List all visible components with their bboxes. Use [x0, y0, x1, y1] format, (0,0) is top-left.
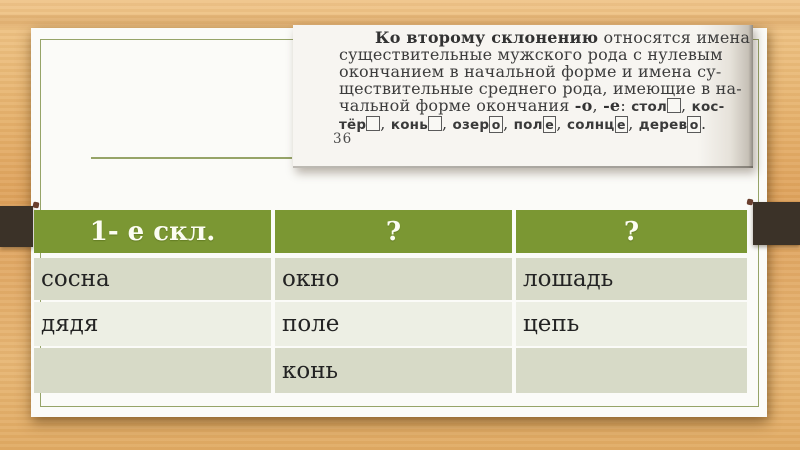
- table-cell: лошадь: [516, 258, 747, 300]
- textbook-text-segment: ,: [503, 113, 514, 133]
- textbook-text: [339, 28, 751, 133]
- table-header-row: [34, 210, 747, 253]
- textbook-text-segment: чальной форме окончания: [339, 95, 575, 115]
- table-cell: [516, 348, 747, 393]
- textbook-text-segment: ,: [628, 113, 639, 133]
- textbook-text-segment: ,: [380, 113, 391, 133]
- textbook-text-segment: солнц: [567, 116, 615, 133]
- textbook-text-segment: -о: [574, 95, 593, 115]
- zero-ending-box-icon: [667, 98, 681, 113]
- textbook-text-segment: е: [615, 116, 629, 133]
- table-cell: дядя: [34, 302, 271, 346]
- zero-ending-box-icon: [428, 116, 442, 131]
- declension-table: [34, 210, 747, 395]
- textbook-excerpt-image: [293, 25, 753, 168]
- textbook-text-segment: ,: [681, 95, 692, 115]
- textbook-text-segment: ,: [592, 95, 604, 115]
- textbook-line: [339, 113, 720, 134]
- textbook-text-segment: окончанием в начальной форме и имена су-: [339, 61, 722, 81]
- header-cell-1skl: 1- е скл.: [34, 210, 271, 253]
- textbook-text-segment: -е: [603, 95, 621, 115]
- page-number: 36: [333, 131, 353, 147]
- textbook-text-segment: относятся имена: [598, 28, 751, 47]
- textbook-text-segment: дерев: [638, 116, 688, 133]
- textbook-text-segment: стол: [631, 98, 668, 115]
- textbook-line: [339, 95, 725, 116]
- table-cell: сосна: [34, 258, 271, 300]
- table-row: [34, 348, 747, 393]
- textbook-text-segment: ществительные среднего рода, имеющие в на-: [339, 78, 742, 98]
- textbook-text-segment: ,: [441, 113, 453, 133]
- textbook-text-segment: о: [489, 116, 503, 133]
- ribbon-right: [753, 202, 800, 245]
- table-cell: цепь: [516, 302, 747, 346]
- textbook-text-segment: существительные мужского рода с нулевым: [339, 44, 723, 64]
- textbook-text-segment: тёр: [339, 116, 367, 133]
- textbook-text-segment: е: [543, 116, 557, 133]
- textbook-text-segment: Ко второму склонению: [375, 28, 599, 47]
- table-cell: конь: [275, 348, 512, 393]
- zero-ending-box-icon: [366, 116, 380, 131]
- ribbon-left: [0, 206, 33, 247]
- header-cell-question-2: ?: [516, 210, 747, 253]
- table-row: [34, 258, 747, 300]
- textbook-text-segment: ,: [556, 113, 567, 133]
- divider-line: [91, 157, 292, 159]
- table-cell: поле: [275, 302, 512, 346]
- textbook-text-segment: .: [700, 113, 707, 133]
- table-cell: окно: [275, 258, 512, 300]
- textbook-text-segment: озер: [452, 116, 490, 133]
- table-row: [34, 302, 747, 346]
- header-cell-question-1: ?: [275, 210, 512, 253]
- table-cell: [34, 348, 271, 393]
- textbook-text-segment: кос-: [691, 98, 725, 115]
- textbook-text-segment: о: [687, 116, 701, 133]
- textbook-text-segment: пол: [513, 116, 543, 133]
- textbook-text-segment: :: [620, 95, 632, 115]
- textbook-text-segment: конь: [390, 116, 428, 133]
